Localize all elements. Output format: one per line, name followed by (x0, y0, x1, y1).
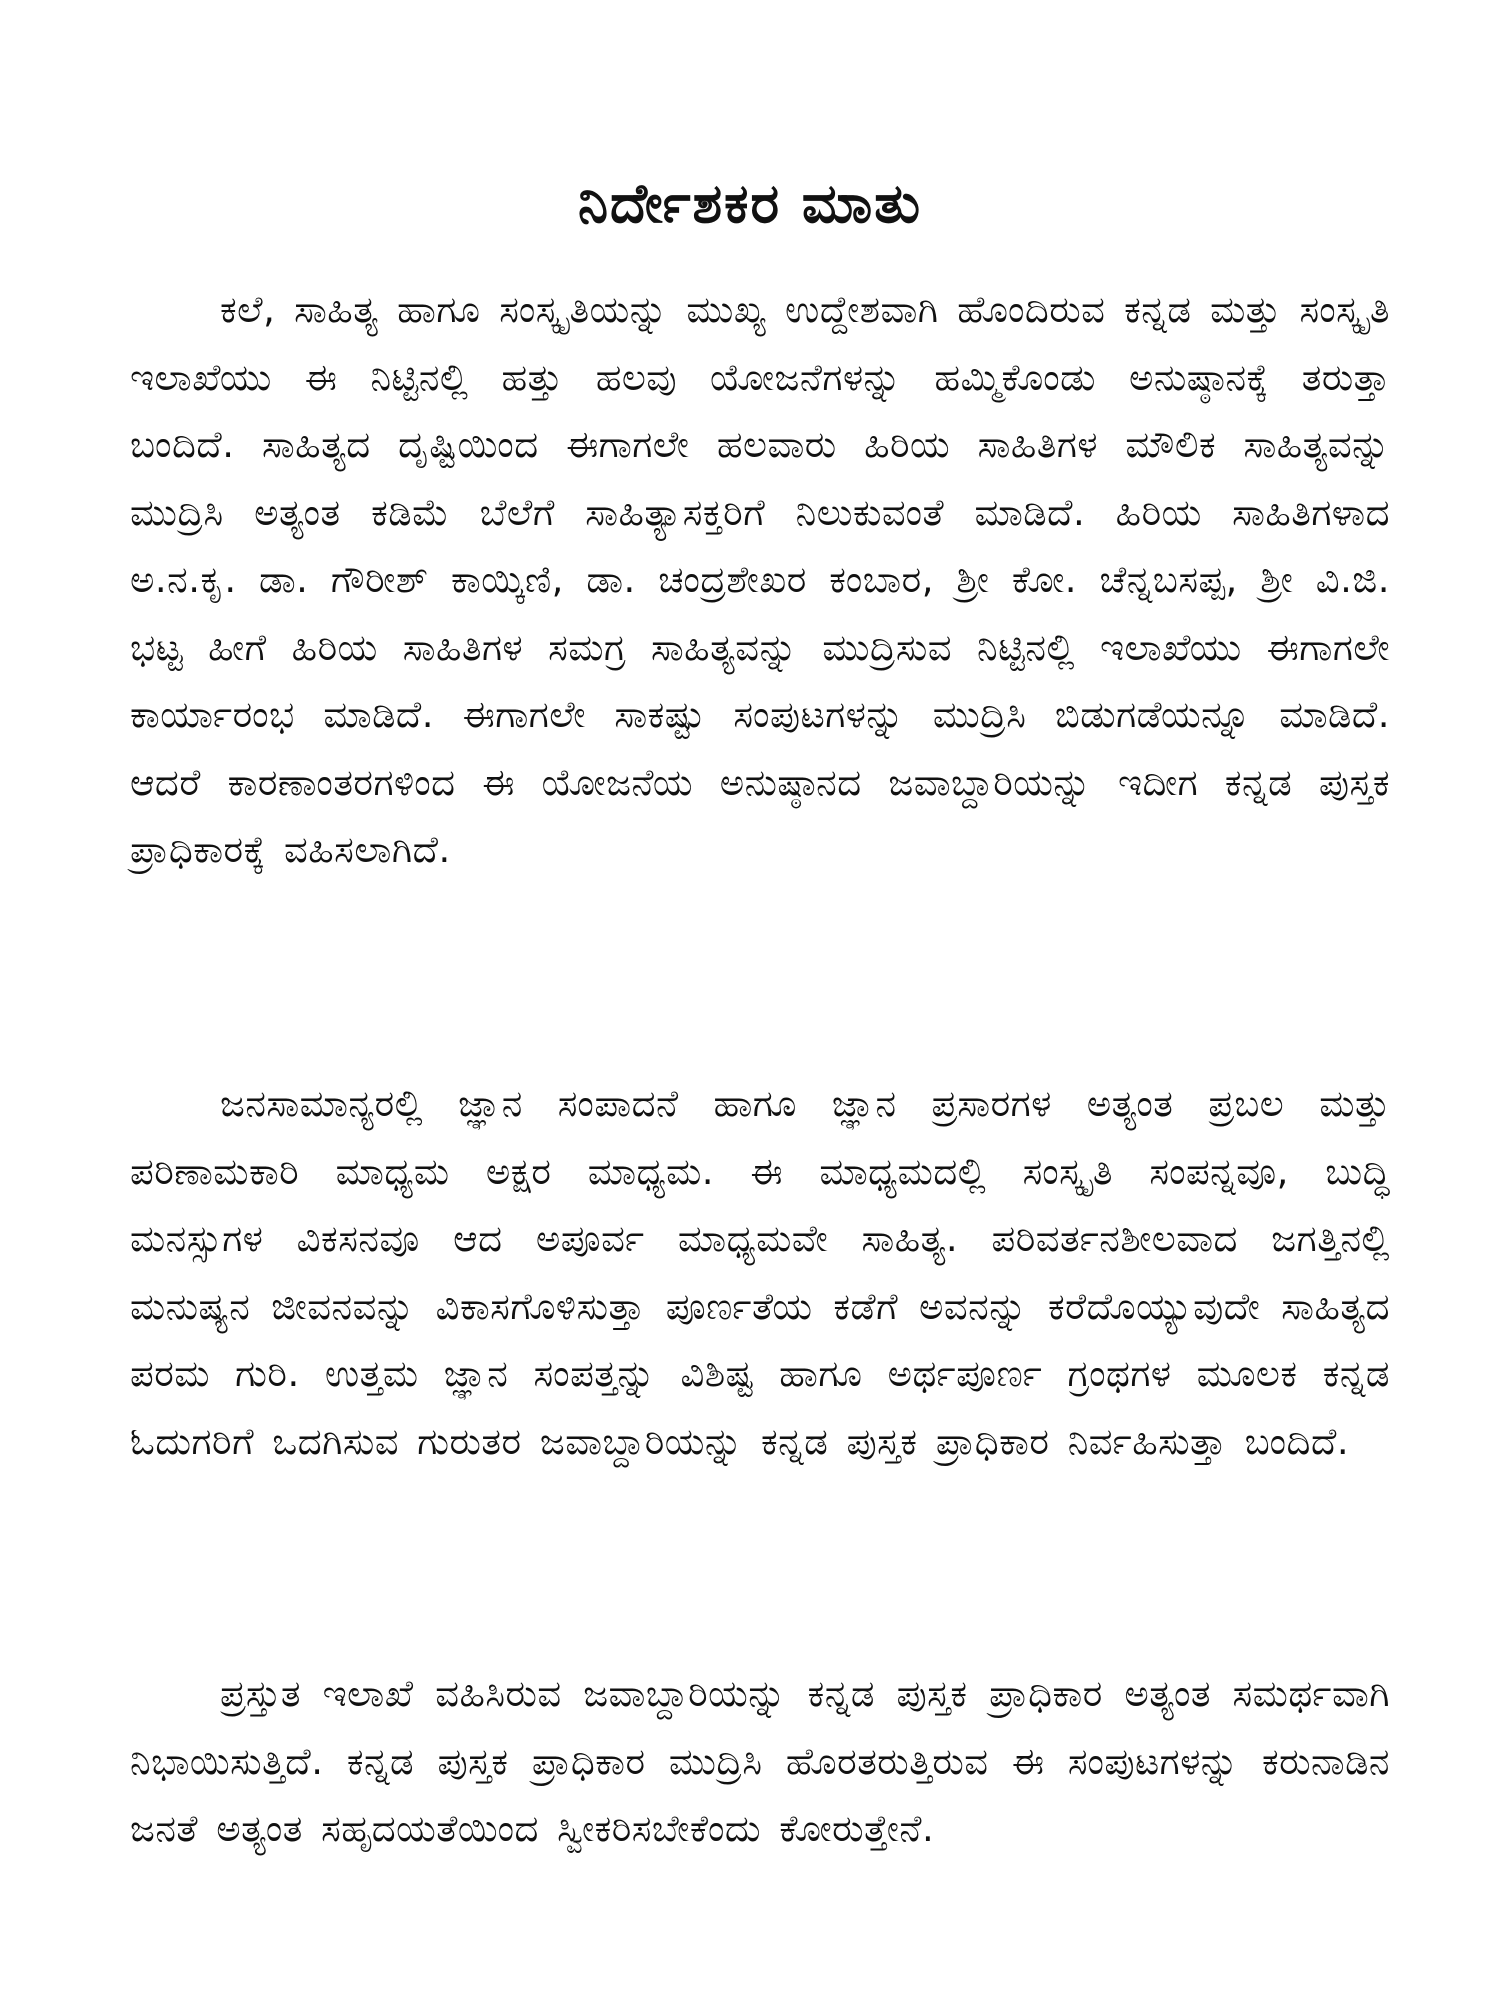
paragraph-2: ಜನಸಾಮಾನ್ಯರಲ್ಲಿ ಜ್ಞಾನ ಸಂಪಾದನೆ ಹಾಗೂ ಜ್ಞಾನ ಪ್ರಸಾರಗಳ ಅತ್ಯಂತ ಪ್ರಬಲ ಮತ್ತು ಪರಿಣಾಮಕಾರಿ ಮಾಧ್ಯಮ ಅಕ್ಷರ ಮಾಧ್ಯಮ. ಈ ಮಾಧ್ಯಮದಲ್ಲಿ ಸಂಸ್ಕೃತಿ ಸಂಪನ್ನವೂ, ಬುದ್ಧಿ ಮನಸ್ಸುಗಳ ವಿಕಸನವೂ ಆದ ಅಪೂರ್ವ ಮಾಧ್ಯಮವೇ ಸಾಹಿತ್ಯ. ಪರಿವರ್ತನಶೀಲವಾದ ಜಗತ್ತಿನಲ್ಲಿ ಮನುಷ್ಯನ ಜೀವನವನ್ನು ವಿಕಾಸಗೊಳಿಸುತ್ತಾ ಪೂರ್ಣತೆಯ ಕಡೆಗೆ ಅವನನ್ನು ಕರೆದೊಯ್ಯುವುದೇ ಸಾಹಿತ್ಯದ ಪರಮ ಗುರಿ. ಉತ್ತಮ ಜ್ಞಾನ ಸಂಪತ್ತನ್ನು ವಿಶಿಷ್ಟ ಹಾಗೂ ಅರ್ಥಪೂರ್ಣ ಗ್ರಂಥಗಳ ಮೂಲಕ ಕನ್ನಡ ಓದುಗರಿಗೆ ಒದಗಿಸುವ ಗುರುತರ ಜವಾಬ್ದಾರಿಯನ್ನು ಕನ್ನಡ ಪುಸ್ತಕ ಪ್ರಾಧಿಕಾರ ನಿರ್ವಹಿಸುತ್ತಾ ಬಂದಿದೆ. (130, 1082, 1390, 1463)
page-title: ನಿರ್ದೇಶಕರ ಮಾತು (577, 172, 923, 235)
paragraph-3: ಪ್ರಸ್ತುತ ಇಲಾಖೆ ವಹಿಸಿರುವ ಜವಾಬ್ದಾರಿಯನ್ನು ಕನ್ನಡ ಪುಸ್ತಕ ಪ್ರಾಧಿಕಾರ ಅತ್ಯಂತ ಸಮರ್ಥವಾಗಿ ನಿಭಾಯಿಸುತ್ತಿದೆ. ಕನ್ನಡ ಪುಸ್ತಕ ಪ್ರಾಧಿಕಾರ ಮುದ್ರಿಸಿ ಹೊರತರುತ್ತಿರುವ ಈ ಸಂಪುಟಗಳನ್ನು ಕರುನಾಡಿನ ಜನತೆ ಅತ್ಯಂತ ಸಹೃದಯತೆಯಿಂದ ಸ್ವೀಕರಿಸಬೇಕೆಂದು ಕೋರುತ್ತೇನೆ. (130, 1672, 1390, 1850)
paragraph-1: ಕಲೆ, ಸಾಹಿತ್ಯ ಹಾಗೂ ಸಂಸ್ಕೃತಿಯನ್ನು ಮುಖ್ಯ ಉದ್ದೇಶವಾಗಿ ಹೊಂದಿರುವ ಕನ್ನಡ ಮತ್ತು ಸಂಸ್ಕೃತಿ ಇಲಾಖೆಯು ಈ ನಿಟ್ಟಿನಲ್ಲಿ ಹತ್ತು ಹಲವು ಯೋಜನೆಗಳನ್ನು ಹಮ್ಮಿಕೊಂಡು ಅನುಷ್ಠಾನಕ್ಕೆ ತರುತ್ತಾ ಬಂದಿದೆ. ಸಾಹಿತ್ಯದ ದೃಷ್ಟಿಯಿಂದ ಈಗಾಗಲೇ ಹಲವಾರು ಹಿರಿಯ ಸಾಹಿತಿಗಳ ಮೌಲಿಕ ಸಾಹಿತ್ಯವನ್ನು ಮುದ್ರಿಸಿ ಅತ್ಯಂತ ಕಡಿಮೆ ಬೆಲೆಗೆ ಸಾಹಿತ್ಯಾಸಕ್ತರಿಗೆ ನಿಲುಕುವಂತೆ ಮಾಡಿದೆ. ಹಿರಿಯ ಸಾಹಿತಿಗಳಾದ ಅ.ನ.ಕೃ. ಡಾ. ಗೌರೀಶ್ ಕಾಯ್ಕಿಣಿ, ಡಾ. ಚಂದ್ರಶೇಖರ ಕಂಬಾರ, ಶ್ರೀ ಕೋ. ಚೆನ್ನಬಸಪ್ಪ, ಶ್ರೀ ವಿ.ಜಿ. ಭಟ್ಟ ಹೀಗೆ ಹಿರಿಯ ಸಾಹಿತಿಗಳ ಸಮಗ್ರ ಸಾಹಿತ್ಯವನ್ನು ಮುದ್ರಿಸುವ ನಿಟ್ಟಿನಲ್ಲಿ ಇಲಾಖೆಯು ಈಗಾಗಲೇ ಕಾರ್ಯಾರಂಭ ಮಾಡಿದೆ. ಈಗಾಗಲೇ ಸಾಕಷ್ಟು ಸಂಪುಟಗಳನ್ನು ಮುದ್ರಿಸಿ ಬಿಡುಗಡೆಯನ್ನೂ ಮಾಡಿದೆ. ಆದರೆ ಕಾರಣಾಂತರಗಳಿಂದ ಈ ಯೋಜನೆಯ ಅನುಷ್ಠಾನದ ಜವಾಬ್ದಾರಿಯನ್ನು ಇದೀಗ ಕನ್ನಡ ಪುಸ್ತಕ ಪ್ರಾಧಿಕಾರಕ್ಕೆ ವಹಿಸಲಾಗಿದೆ. (130, 288, 1390, 871)
